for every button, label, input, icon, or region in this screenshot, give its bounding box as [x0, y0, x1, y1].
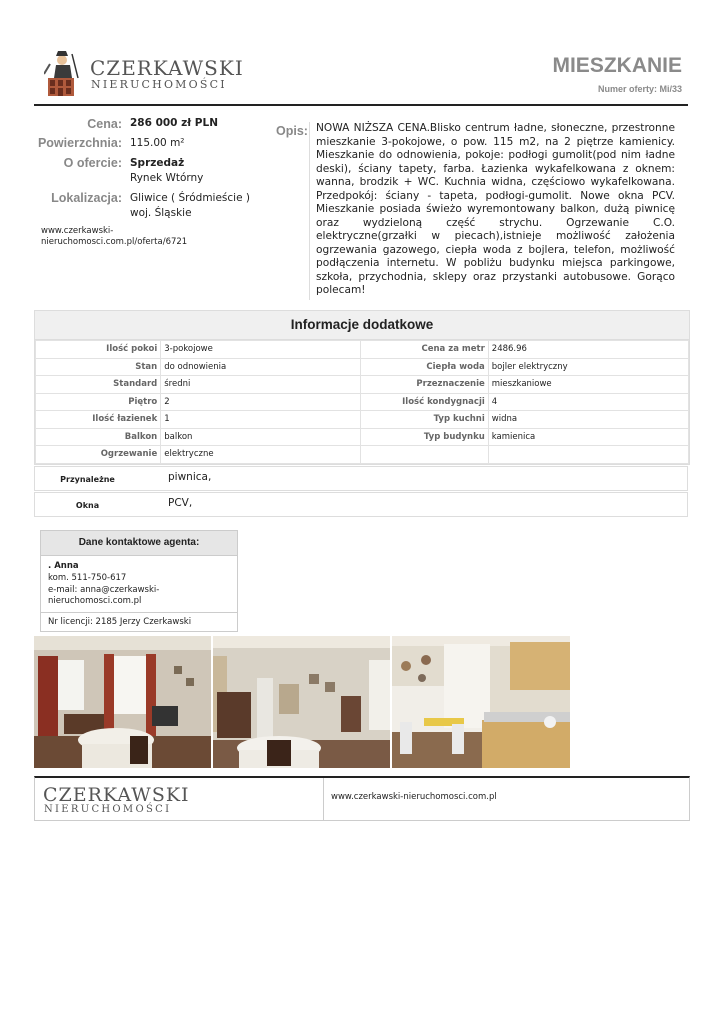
- logo-name: CZERKAWSKI: [90, 56, 244, 80]
- offer-number: Numer oferty: Mi/33: [597, 84, 682, 94]
- info-label: Typ budynku: [361, 428, 488, 446]
- chimney-sweep-logo-icon: [44, 48, 84, 98]
- description-text: NOWA NIŻSZA CENA.Blisko centrum ładne, słoneczne, przestronne mieszkanie 3-pokojowe, o pow. 115 m2, na 2 piętrze kamienicy. Mieszkanie do odnowienia, pokoje: podłogi gumolit(pod nim ładne deski), ściany tapety, farba. Łazienka wykafelkowana z oknem: wanna, brodzik + WC. Kuchnia widna, częściowo wykafelkowana. Przedpokój: ściany - tapeta, podłogi-gumolit. Nowe okna PCV. Mieszkanie posiada świeżo wyremontowany balkon, dużą piwnicę oraz wydzieloną część strychu. Ogrzewanie C.O. elektryczne(grzałki w piecach),istnieje możliwość założenia ogrzewania gazowego, ciepła woda z bojlera, telefon, możliwość podłączenia internetu. W pobliżu budynku miejsca parkingowe, szkoła, przychodnia, sklepy oraz przystanki autobusowe. Gorąco polecam!: [316, 122, 675, 296]
- info-row: [36, 341, 689, 359]
- footer-logo-subtitle: NIERUCHOMOŚCI: [44, 804, 172, 815]
- additional-info-title: Informacje dodatkowe: [35, 311, 689, 340]
- price-value: 286 000 zł PLN: [130, 117, 218, 129]
- company-logo: [44, 48, 244, 98]
- footer-logo-name: CZERKAWSKI: [43, 784, 190, 806]
- info-value: widna: [488, 411, 688, 429]
- offer-type: Sprzedaż: [130, 157, 185, 169]
- agent-email[interactable]: e-mail: anna@czerkawski-nieruchomosci.com.pl: [48, 584, 160, 607]
- info-value: do odnowienia: [161, 358, 361, 376]
- info-value: średni: [161, 376, 361, 394]
- agent-phone: kom. 511-750-617: [48, 572, 127, 583]
- info-value: 3-pokojowe: [161, 341, 361, 359]
- area-label: Powierzchnia:: [37, 136, 122, 150]
- info-grid: [35, 340, 689, 464]
- info-label: Typ kuchni: [361, 411, 488, 429]
- info-label: Balkon: [36, 428, 161, 446]
- footer-website-link[interactable]: www.czerkawski-nieruchomosci.com.pl: [331, 792, 497, 802]
- info-value: 4: [488, 393, 688, 411]
- location-region: woj. Śląskie: [130, 207, 192, 219]
- info-value: elektryczne: [161, 446, 361, 464]
- info-label: Ogrzewanie: [36, 446, 161, 464]
- extra-row-windows: [34, 492, 688, 517]
- area-value: 115.00 m²: [130, 137, 185, 149]
- header-divider: [34, 104, 688, 106]
- info-row: [36, 376, 689, 394]
- info-label: Piętro: [36, 393, 161, 411]
- offer-label: O ofercie:: [63, 156, 122, 170]
- info-label: [361, 446, 488, 464]
- extra-row-rooms: [34, 466, 688, 491]
- info-label: Standard: [36, 376, 161, 394]
- extra-label-przynalezne: Przynależne: [60, 475, 115, 484]
- info-row: [36, 393, 689, 411]
- info-value: 2: [161, 393, 361, 411]
- photo-living-room[interactable]: [34, 636, 211, 768]
- info-label: Ilość pokoi: [36, 341, 161, 359]
- info-label: Stan: [36, 358, 161, 376]
- agent-name: . Anna: [48, 561, 79, 571]
- photo-dining-room[interactable]: [213, 636, 390, 768]
- agent-box-title: Dane kontaktowe agenta:: [41, 531, 237, 556]
- location-city: Gliwice ( Śródmieście ): [130, 192, 250, 204]
- info-value: 2486.96: [488, 341, 688, 359]
- footer-divider: [323, 778, 324, 820]
- extra-value-przynalezne: piwnica,: [168, 471, 212, 483]
- info-row: [36, 411, 689, 429]
- info-label: Ciepła woda: [361, 358, 488, 376]
- description-label: Opis:: [276, 124, 308, 138]
- offer-url-link[interactable]: www.czerkawski-nieruchomosci.com.pl/oferta/6721: [41, 226, 188, 247]
- page-footer: [34, 776, 690, 821]
- info-label: Ilość kondygnacji: [361, 393, 488, 411]
- info-row: [36, 428, 689, 446]
- info-label: Ilość łazienek: [36, 411, 161, 429]
- agent-contact-box: [40, 530, 238, 632]
- offer-market: Rynek Wtórny: [130, 172, 204, 184]
- logo-subtitle: NIERUCHOMOŚCI: [91, 78, 227, 91]
- info-value: mieszkaniowe: [488, 376, 688, 394]
- additional-info-table: [34, 310, 690, 465]
- info-value: [488, 446, 688, 464]
- info-value: bojler elektryczny: [488, 358, 688, 376]
- info-label: Przeznaczenie: [361, 376, 488, 394]
- info-value: 1: [161, 411, 361, 429]
- info-value: balkon: [161, 428, 361, 446]
- info-row: [36, 446, 689, 464]
- extra-value-okna: PCV,: [168, 497, 193, 509]
- location-label: Lokalizacja:: [51, 191, 122, 205]
- info-label: Cena za metr: [361, 341, 488, 359]
- photo-kitchen[interactable]: [392, 636, 570, 768]
- agent-license: Nr licencji: 2185 Jerzy Czerkawski: [41, 612, 237, 631]
- price-label: Cena:: [87, 117, 122, 131]
- column-divider: [309, 122, 310, 300]
- info-value: kamienica: [488, 428, 688, 446]
- extra-label-okna: Okna: [75, 501, 100, 510]
- property-type-title: MIESZKANIE: [552, 54, 682, 77]
- info-row: [36, 358, 689, 376]
